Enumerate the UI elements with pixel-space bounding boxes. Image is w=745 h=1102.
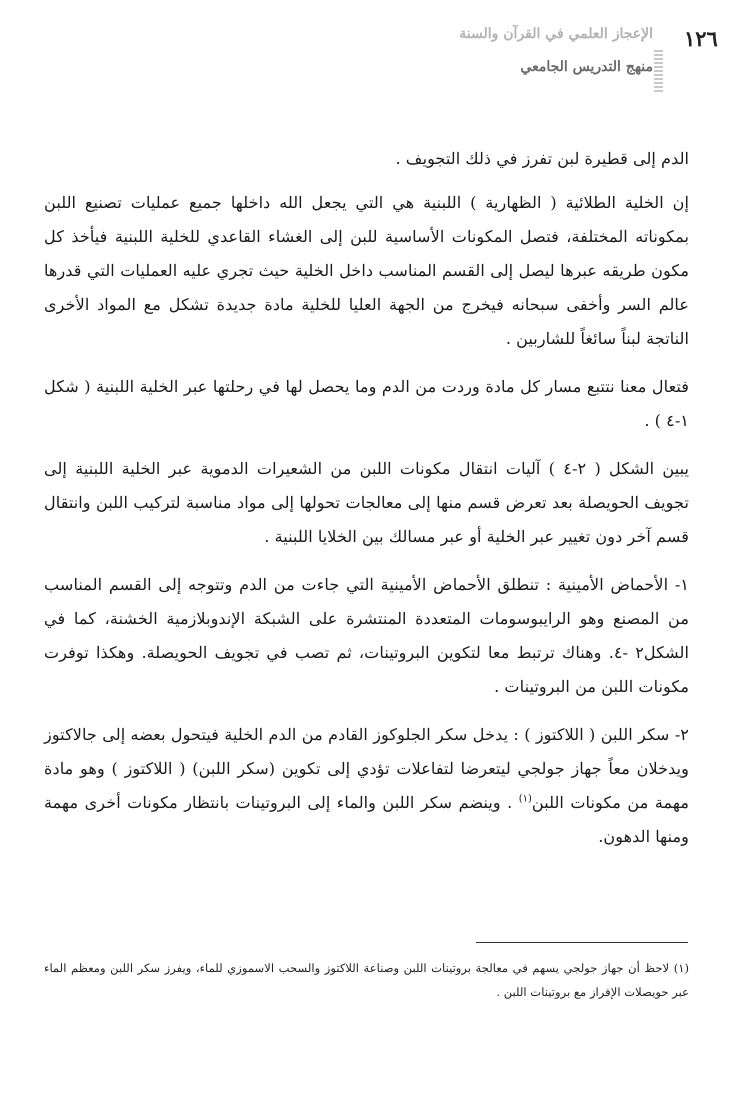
running-title: الإعجاز العلمي في القرآن والسنة xyxy=(459,26,653,42)
page-header xyxy=(0,14,745,94)
page-number: ١٢٦ xyxy=(684,26,718,51)
footnote-separator xyxy=(476,942,688,943)
footnote-reference[interactable]: (١) xyxy=(518,793,532,805)
paragraph-6-text: ٢- سكر اللبن ( اللاكتوز ) : يدخل سكر الجلوكوز القادم من الدم الخلية فيتحول بعضه إلى جالاكتوز ويدخلان معاً جهاز جولجي ليتعرضا لتفاعلات تؤدي إلى تكوين (سكر اللبن) ( اللاكتوز ) وهو مادة مهمة من مكونات اللبن xyxy=(44,725,689,812)
main-text xyxy=(44,142,689,868)
header-decorative-bar xyxy=(654,50,663,94)
footnote: (١) لاحظ أن جهاز جولجي يسهم في معالجة بروتينات اللبن وصناعة اللاكتوز والسحب الاسموزي للماء، ويفرز سكر اللبن ومعظم الماء عبر حويصلات الإفراز مع بروتينات اللبن . xyxy=(44,961,689,999)
paragraph-4: يبين الشكل ( ٢-٤ ) آليات انتقال مكونات اللبن من الشعيرات الدموية عبر الخلية اللبنية إلى تجويف الحويصلة بعد تعرض قسم منها إلى معالجات تحولها إلى مواد مناسبة لتركيب اللبن وانتقال قسم آخر دون تغيير عبر الخلية أو عبر مسالك بين الخلايا اللبنية . xyxy=(44,459,689,546)
paragraph-5: ١- الأحماض الأمينية : تنطلق الأحماض الأمينية التي جاءت من الدم وتتوجه إلى القسم المناسب من المصنع وهو الرايبوسومات المتعددة المنتشرة على الشبكة الإندوبلازمية الخشنة، كما في الشكل٢ -٤. وهناك ترتبط معا لتكوين البروتينات، ثم تصب في تجويف الحويصلة. وهكذا توفرت مكونات اللبن من البروتينات . xyxy=(44,575,689,696)
paragraph-6-tail: . وينضم سكر اللبن والماء إلى البروتينات بانتظار مكونات أخرى مهمة ومنها الدهون. xyxy=(44,793,689,846)
paragraph-1: الدم إلى قطيرة لبن تفرز في ذلك التجويف . xyxy=(395,149,689,168)
paragraph-6 xyxy=(44,718,689,854)
running-subtitle: منهج التدريس الجامعي xyxy=(520,59,653,75)
paragraph-2: إن الخلية الطلائية ( الظهارية ) اللبنية هي التي يجعل الله داخلها جميع عمليات تصنيع اللبن بمكوناته المختلفة، فتصل المكونات الأساسية للبن إلى الغشاء القاعدي للخلية اللبنية فيأخذ كل مكون طريقه عبرها ليصل إلى القسم المناسب داخل الخلية حيث تجري عليه العمليات التي قدرها عالم السر وأخفى سبحانه فيخرج من الجهة العليا للخلية مادة جديدة تشكل مع المواد الأخرى الناتجة لبناً سائغاً للشاربين . xyxy=(44,193,689,348)
paragraph-3: فتعال معنا نتتبع مسار كل مادة وردت من الدم وما يحصل لها في رحلتها عبر الخلية اللبنية ( شكل ١-٤ ) . xyxy=(44,377,689,430)
